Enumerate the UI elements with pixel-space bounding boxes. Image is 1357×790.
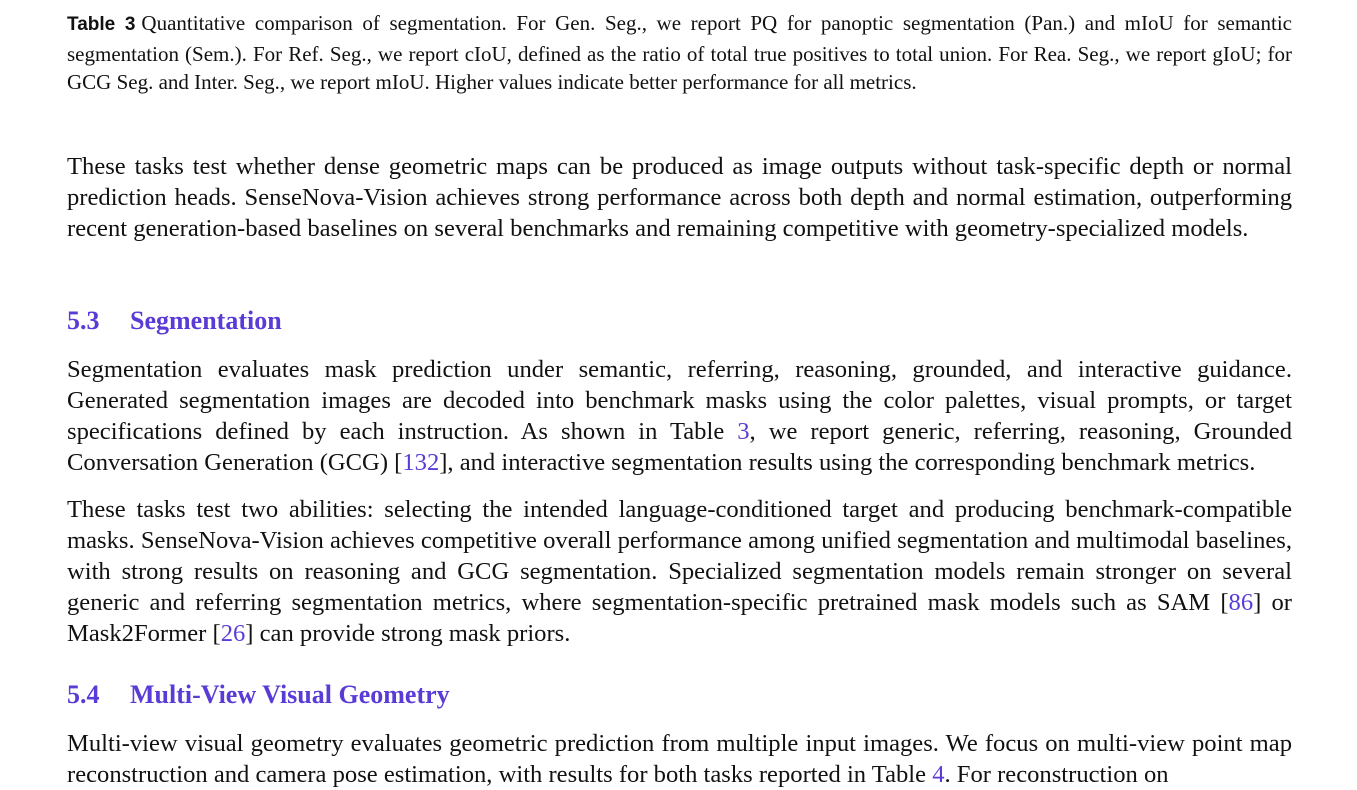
section-number: 5.4 [67, 680, 100, 709]
section-number: 5.3 [67, 306, 100, 335]
citation-link[interactable]: 86 [1228, 589, 1254, 616]
section-heading-multi-view-geometry [67, 679, 450, 711]
paragraph-text: . For reconstruction on [944, 761, 1169, 788]
paragraph-text: ], and interactive segmentation results using the corresponding benchmark metrics. [439, 449, 1256, 476]
paragraph-dense-geometry: These tasks test whether dense geometric maps can be produced as image outputs without task-specific depth or normal prediction heads. SenseNova-Vision achieves strong performance across both depth and normal estimation, outperforming recent generation-based baselines on several benchmarks and remaining competitive with geometry-specialized models. [67, 153, 1292, 242]
paragraph-text: Segmentation evaluates mask prediction under semantic, referring, reasoning, grounded, and interactive guidance. Generated segmentation images are decoded into benchmark masks using the color palettes, visual prompts, or target specifications defined by each instruction. As shown in Table [67, 356, 1292, 445]
paragraph-text: ] can provide strong mask priors. [245, 620, 571, 647]
table-caption [67, 9, 1292, 97]
section-title: Segmentation [130, 306, 282, 335]
paragraph-text: ] or Mask2Former [ [67, 589, 1293, 647]
paragraph-text: , we report generic, referring, reasoning, Grounded Conversation Generation (GCG) [ [67, 418, 1292, 476]
paragraph-text: Multi-view visual geometry evaluates geometric prediction from multiple input images. We focus on multi-view point map reconstruction and camera pose estimation, with results for both tasks reported in Table [67, 730, 1292, 788]
paragraph-multi-view-overview [67, 728, 1292, 790]
table-reference-link[interactable]: 4 [932, 761, 945, 788]
section-heading-segmentation [67, 305, 282, 337]
paragraph-segmentation-overview [67, 354, 1292, 478]
table-caption-label: Table 3 [67, 14, 136, 35]
citation-link[interactable]: 26 [220, 620, 246, 647]
citation-link[interactable]: 132 [402, 449, 440, 476]
paragraph-segmentation-abilities [67, 494, 1292, 649]
table-reference-link[interactable]: 3 [737, 418, 750, 445]
table-caption-text: Quantitative comparison of segmentation. For Gen. Seg., we report PQ for panoptic segmentation (Pan.) and mIoU for semantic segmentation (Sem.). For Ref. Seg., we report cIoU, defined as the ratio of total true positives to total union. For Rea. Seg., we report gIoU; for GCG Seg. and Inter. Seg., we report mIoU. Higher values indicate better performance for all metrics. [67, 11, 1292, 94]
section-title: Multi-View Visual Geometry [130, 680, 450, 709]
paragraph-text: These tasks test two abilities: selecting the intended language-conditioned target and producing benchmark-compatible masks. SenseNova-Vision achieves competitive overall performance among unified segmentation and multimodal baselines, with strong results on reasoning and GCG segmentation. Specialized segmentation models remain stronger on several generic and referring segmentation metrics, where segmentation-specific pretrained mask models such as SAM [ [67, 496, 1292, 616]
